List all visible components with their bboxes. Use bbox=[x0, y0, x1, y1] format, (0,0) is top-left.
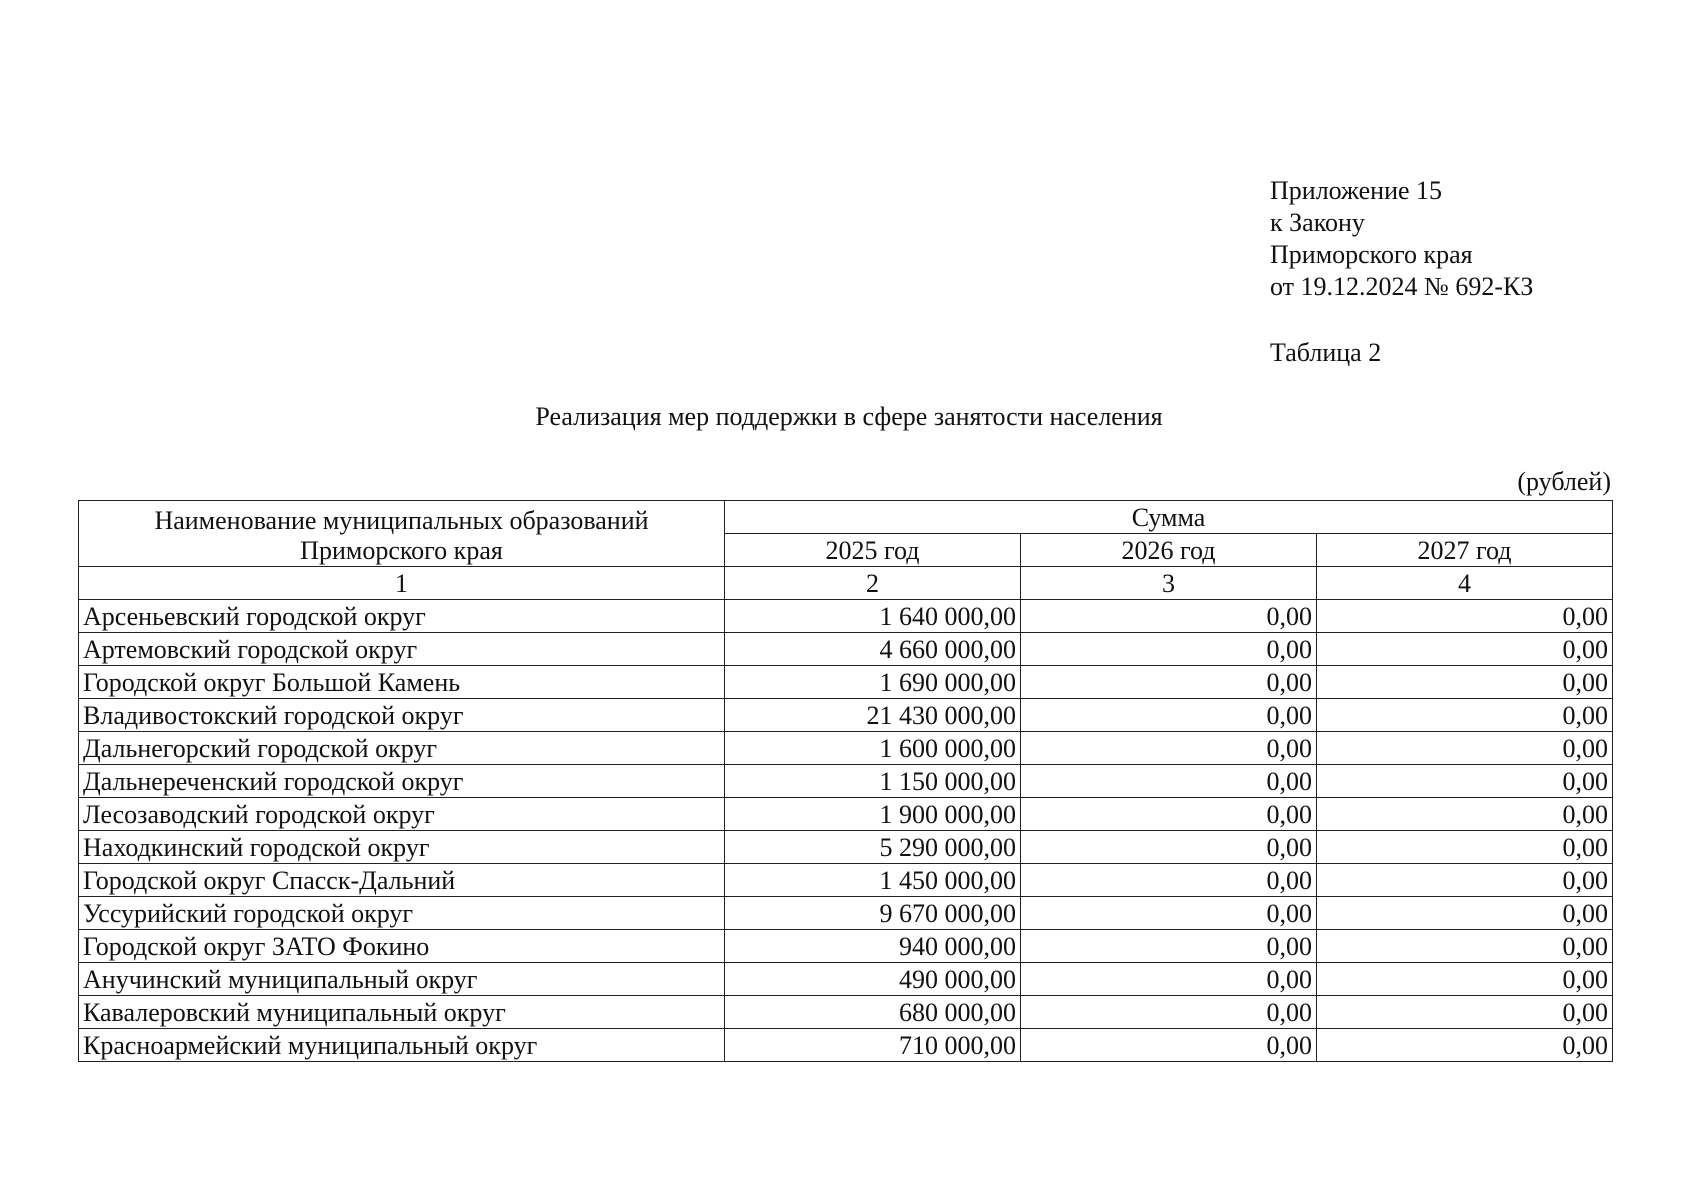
table-row bbox=[79, 633, 1613, 666]
column-number-1: 1 bbox=[79, 567, 725, 600]
amount-2025: 21 430 000,00 bbox=[725, 699, 1021, 732]
amount-2026: 0,00 bbox=[1021, 798, 1317, 831]
municipality-name: Городской округ ЗАТО Фокино bbox=[79, 930, 725, 963]
amount-2026: 0,00 bbox=[1021, 963, 1317, 996]
municipality-name: Красноармейский муниципальный округ bbox=[79, 1029, 725, 1062]
amount-2025: 1 900 000,00 bbox=[725, 798, 1021, 831]
amount-2027: 0,00 bbox=[1317, 699, 1613, 732]
column-number-row bbox=[79, 567, 1613, 600]
amount-2027: 0,00 bbox=[1317, 732, 1613, 765]
amount-2027: 0,00 bbox=[1317, 996, 1613, 1029]
table-row bbox=[79, 996, 1613, 1029]
amount-2025: 1 640 000,00 bbox=[725, 600, 1021, 633]
amount-2027: 0,00 bbox=[1317, 666, 1613, 699]
amount-2025: 710 000,00 bbox=[725, 1029, 1021, 1062]
column-number-4: 4 bbox=[1317, 567, 1613, 600]
amount-2025: 9 670 000,00 bbox=[725, 897, 1021, 930]
amount-2025: 490 000,00 bbox=[725, 963, 1021, 996]
appendix-region: Приморского края bbox=[1270, 240, 1473, 269]
amount-2026: 0,00 bbox=[1021, 930, 1317, 963]
table-row bbox=[79, 666, 1613, 699]
municipality-name: Дальнереченский городской округ bbox=[79, 765, 725, 798]
appendix-date: от 19.12.2024 № 692-КЗ bbox=[1270, 272, 1534, 301]
table-row bbox=[79, 765, 1613, 798]
amount-2027: 0,00 bbox=[1317, 831, 1613, 864]
municipality-name: Городской округ Большой Камень bbox=[79, 666, 725, 699]
amount-2027: 0,00 bbox=[1317, 633, 1613, 666]
amount-2027: 0,00 bbox=[1317, 930, 1613, 963]
table-row bbox=[79, 798, 1613, 831]
municipality-name: Находкинский городской округ bbox=[79, 831, 725, 864]
amount-2025: 940 000,00 bbox=[725, 930, 1021, 963]
table-row bbox=[79, 864, 1613, 897]
appendix-reference bbox=[1270, 175, 1533, 303]
amount-2027: 0,00 bbox=[1317, 798, 1613, 831]
amount-2026: 0,00 bbox=[1021, 633, 1317, 666]
table-row bbox=[79, 1029, 1613, 1062]
amount-2026: 0,00 bbox=[1021, 666, 1317, 699]
amount-2026: 0,00 bbox=[1021, 897, 1317, 930]
amount-2027: 0,00 bbox=[1317, 963, 1613, 996]
municipality-name: Арсеньевский городской округ bbox=[79, 600, 725, 633]
column-number-2: 2 bbox=[725, 567, 1021, 600]
table-row bbox=[79, 897, 1613, 930]
amount-2027: 0,00 bbox=[1317, 600, 1613, 633]
amount-2026: 0,00 bbox=[1021, 831, 1317, 864]
sum-header: Сумма bbox=[725, 501, 1613, 534]
amount-2026: 0,00 bbox=[1021, 864, 1317, 897]
table-row bbox=[79, 930, 1613, 963]
year-header-2025: 2025 год bbox=[725, 534, 1021, 567]
amount-2025: 1 600 000,00 bbox=[725, 732, 1021, 765]
table-row bbox=[79, 963, 1613, 996]
document-title: Реализация мер поддержки в сфере занятости населения bbox=[535, 402, 1163, 431]
amount-2026: 0,00 bbox=[1021, 996, 1317, 1029]
amount-2025: 1 690 000,00 bbox=[725, 666, 1021, 699]
amount-2026: 0,00 bbox=[1021, 699, 1317, 732]
appendix-law: к Закону bbox=[1270, 208, 1365, 237]
amount-2027: 0,00 bbox=[1317, 765, 1613, 798]
table-row bbox=[79, 831, 1613, 864]
table-row bbox=[79, 699, 1613, 732]
municipality-name: Городской округ Спасск-Дальний bbox=[79, 864, 725, 897]
municipality-name: Владивостокский городской округ bbox=[79, 699, 725, 732]
municipality-name: Анучинский муниципальный округ bbox=[79, 963, 725, 996]
year-header-2026: 2026 год bbox=[1021, 534, 1317, 567]
name-column-header bbox=[79, 501, 725, 567]
header-row-top bbox=[79, 501, 1613, 534]
municipality-name: Лесозаводский городской округ bbox=[79, 798, 725, 831]
amount-2027: 0,00 bbox=[1317, 897, 1613, 930]
table-label: Таблица 2 bbox=[1270, 338, 1382, 367]
amount-2025: 1 450 000,00 bbox=[725, 864, 1021, 897]
municipality-name: Артемовский городской округ bbox=[79, 633, 725, 666]
amount-2025: 4 660 000,00 bbox=[725, 633, 1021, 666]
amount-2027: 0,00 bbox=[1317, 1029, 1613, 1062]
year-header-2027: 2027 год bbox=[1317, 534, 1613, 567]
amount-2025: 1 150 000,00 bbox=[725, 765, 1021, 798]
appendix-number: Приложение 15 bbox=[1270, 176, 1443, 205]
name-header-line2: Приморского края bbox=[300, 536, 503, 565]
amount-2026: 0,00 bbox=[1021, 1029, 1317, 1062]
amount-2026: 0,00 bbox=[1021, 732, 1317, 765]
column-number-3: 3 bbox=[1021, 567, 1317, 600]
municipality-name: Уссурийский городской округ bbox=[79, 897, 725, 930]
amount-2026: 0,00 bbox=[1021, 765, 1317, 798]
municipality-name: Дальнегорский городской округ bbox=[79, 732, 725, 765]
budget-table bbox=[78, 500, 1613, 1062]
amount-2026: 0,00 bbox=[1021, 600, 1317, 633]
amount-2027: 0,00 bbox=[1317, 864, 1613, 897]
table-row bbox=[79, 600, 1613, 633]
units-label: (рублей) bbox=[1517, 467, 1611, 496]
municipality-name: Кавалеровский муниципальный округ bbox=[79, 996, 725, 1029]
table-body bbox=[79, 501, 1613, 1062]
name-header-line1: Наименование муниципальных образований bbox=[154, 506, 649, 535]
amount-2025: 5 290 000,00 bbox=[725, 831, 1021, 864]
amount-2025: 680 000,00 bbox=[725, 996, 1021, 1029]
table-row bbox=[79, 732, 1613, 765]
